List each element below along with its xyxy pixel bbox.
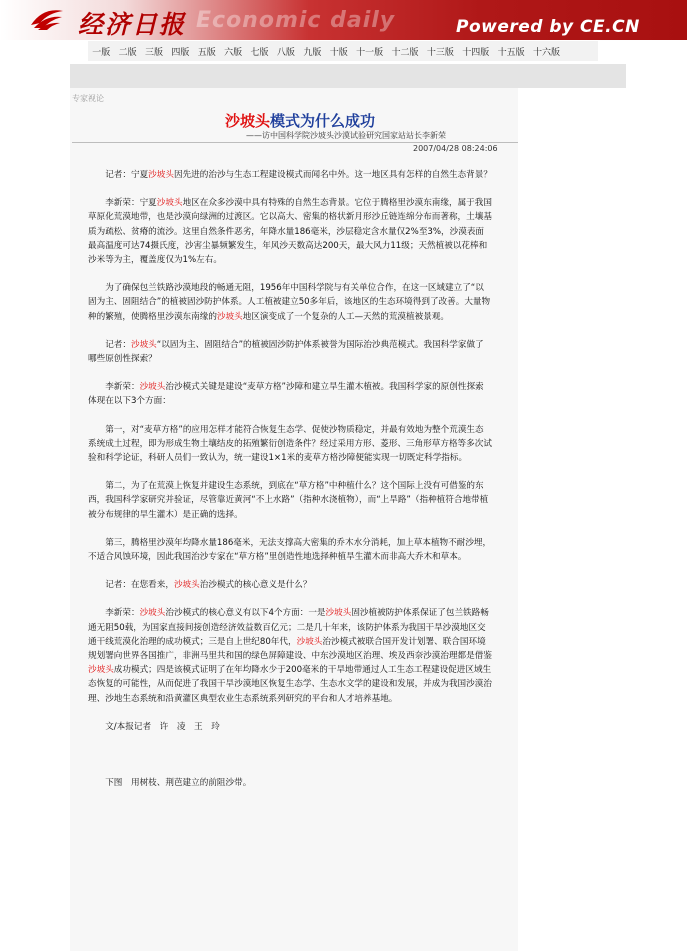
edition-tab-14[interactable]: 十四版 xyxy=(462,47,490,58)
paragraph-text: 治沙模式关键是建设“麦草方格”沙障和建立旱生灌木植被。我国科学家的原创性探索体现在以下3个方面： xyxy=(88,382,484,407)
edition-tab-13[interactable]: 十三版 xyxy=(426,47,454,58)
paragraph-text: 治沙模式的核心意义是什么？ xyxy=(199,580,312,591)
paragraph-text: 第三，腾格里沙漠年均降水量186毫米，无法支撑高大密集的乔木水分消耗，加上草本植物不耐沙埋，不适合风蚀环境，因此我国治沙专家在“草方格”里创造性地选择种植旱生灌木而非高大乔木和草本。 xyxy=(88,537,492,563)
paragraph-spacer xyxy=(88,706,492,720)
edition-tab-8[interactable]: 八版 xyxy=(276,47,295,58)
edition-tab-bar xyxy=(88,41,598,61)
toolbar-strip xyxy=(70,64,626,88)
paragraph-text: 第一，对“麦草方格”的应用怎样才能符合恢复生态学、促使沙物质稳定，并最有效地为整个荒漠生态系统成土过程，即为形成生物土壤结皮的拓殖繁衍创造条件？经过采用方形、菱形、三角形草方格等多次试验和科学论证，科研人员们一致认为，统一建设1×1米的麦草方格沙障便能实现一切既定科学指标。 xyxy=(88,424,492,464)
paragraph-text: 李新荣：宁夏 xyxy=(105,198,157,209)
edition-tab-6[interactable]: 六版 xyxy=(224,47,243,58)
photo-caption: 下图 用树枝、荆芭建立的前阻沙带。 xyxy=(105,778,252,789)
paragraph-text: 固沙植被防护体系保证了包兰铁路畅通无阻50载，为国家直接间接创造经济效益数百亿元；二是几十年来，该防护体系为我国干旱沙漠地区交通干线荒漠化治理的成功模式；三是自上世纪80年代， xyxy=(88,608,489,647)
paragraph-text: 地区演变成了一个复杂的人工—天然的荒漠植被景观。 xyxy=(242,311,449,322)
highlighted-keyword: 沙坡头 xyxy=(88,665,114,676)
article-paragraph xyxy=(88,338,492,366)
edition-tab-7[interactable]: 七版 xyxy=(250,47,269,58)
article-paragraph xyxy=(88,536,492,564)
edition-tab-10[interactable]: 十版 xyxy=(329,47,348,58)
article-paragraph xyxy=(88,423,492,466)
article-title xyxy=(0,110,600,131)
article-date: 2007/04/28 08:24:06 xyxy=(413,144,498,153)
article-paragraph xyxy=(88,606,492,705)
paragraph-text: 因先进的治沙与生态工程建设模式而闻名中外。这一地区具有怎样的自然生态背景？ xyxy=(173,170,492,180)
edition-tab-2[interactable]: 二版 xyxy=(118,47,137,58)
paragraph-text: “以固为主、固阻结合”的植被固沙防护体系被誉为国际治沙典范模式。我国科学家做了哪些原创性探索？ xyxy=(88,339,484,365)
paragraph-text: 治沙模式的核心意义有以下4个方面：一是 xyxy=(165,608,326,619)
paragraph-text: 李新荣： xyxy=(105,382,140,393)
paragraph-spacer xyxy=(88,564,492,578)
paragraph-spacer xyxy=(88,734,492,776)
paragraph-spacer xyxy=(88,522,492,536)
article-paragraph xyxy=(88,196,492,267)
newspaper-logo-icon[interactable] xyxy=(28,5,66,31)
highlighted-keyword: 沙坡头 xyxy=(148,170,174,180)
title-keyword: 沙坡头 xyxy=(224,112,270,130)
paragraph-text: 地区在众多沙漠中具有特殊的自然生态背景。它位于腾格里沙漠东南缘，属于我国草原化荒漠地带，也是沙漠向绿洲的过渡区。它以高大、密集的格状新月形沙丘链连绵分布而著称，土壤基质为疏松、贫瘠的流沙。这里自然条件恶劣，年降水量186毫米，沙层稳定含水量仅2%至3%，沙漠表面最高温度可达74摄氏度，沙害尘暴频繁发生，年风沙天数高达200天，最大风力11级；天然植被以花棒和沙米等为主，覆盖度仅为1%左右。 xyxy=(88,198,492,266)
section-label: 专家视论 xyxy=(72,94,104,103)
paragraph-text: 第二，为了在荒漠上恢复并建设生态系统，到底在“草方格”中种植什么？这个国际上没有可借鉴的东西，我国科学家研究并验证，尽管靠近黄河“不上水路”（指种水浇植物），而“上旱路”（指种植符合地带植被分布规律的旱生灌木）是正确的选择。 xyxy=(88,481,489,520)
paragraph-spacer xyxy=(88,324,492,338)
highlighted-keyword: 沙坡头 xyxy=(173,580,200,591)
edition-tab-9[interactable]: 九版 xyxy=(303,47,322,58)
paragraph-spacer xyxy=(88,182,492,196)
highlighted-keyword: 沙坡头 xyxy=(325,608,352,619)
paragraph-spacer xyxy=(88,267,492,281)
article-body xyxy=(88,168,492,790)
edition-tab-3[interactable]: 三版 xyxy=(144,47,163,58)
edition-tab-4[interactable]: 四版 xyxy=(171,47,190,58)
article-byline: 文/本报记者 许 凌 王 玲 xyxy=(105,721,220,732)
edition-tab-16[interactable]: 十六版 xyxy=(533,47,561,58)
paragraph-spacer xyxy=(88,592,492,606)
paragraph-spacer xyxy=(88,409,492,423)
paragraph-text: 李新荣： xyxy=(105,608,140,619)
article-paragraph xyxy=(88,479,492,522)
highlighted-keyword: 沙坡头 xyxy=(296,636,323,647)
article-paragraph xyxy=(88,168,492,182)
article-subtitle: ——访中国科学院沙坡头沙漠试验研究国家站站长李新荣 xyxy=(246,131,446,140)
edition-tab-11[interactable]: 十一版 xyxy=(356,47,384,58)
powered-by-label: Powered by CE.CN xyxy=(456,17,640,37)
paragraph-text: 记者： xyxy=(105,339,131,350)
highlighted-keyword: 沙坡头 xyxy=(130,339,157,350)
paragraph-text: 成功模式；四是该模式证明了在年均降水少于200毫米的干旱地带通过人工生态工程建设促进区域生态恢复的可能性，从而促进了我国干旱沙漠地区恢复生态学、生态水文学的建设和发展，并成为我国沙漠治理、沙地生态系统和沿黄灌区典型农业生态系统系列研究的平台和人才培养基地。 xyxy=(88,665,492,704)
article-paragraph xyxy=(88,380,492,408)
highlighted-keyword: 沙坡头 xyxy=(216,311,243,322)
paragraph-text: 记者：宁夏 xyxy=(105,170,149,180)
paragraph-text: 治沙模式被联合国开发计划署、联合国环境规划署向世界各国推广，非洲马里共和国的绿色屏障建设、中东沙漠地区治理、埃及西奈沙漠治理都是借鉴 xyxy=(88,636,492,662)
paragraph-text: 为了确保包兰铁路沙漠地段的畅通无阻，1956年中国科学院与有关单位合作，在这一区域建立了“以固为主、固阻结合”的植被固沙防护体系。人工植被建立50多年后，该地区的生态环境得到了改善。大量物种的繁殖，使腾格里沙漠东南缘的 xyxy=(88,283,491,322)
article-paragraph xyxy=(88,578,492,592)
logo-english-name: Economic daily xyxy=(196,8,396,33)
paragraph-spacer xyxy=(88,366,492,380)
edition-tab-5[interactable]: 五版 xyxy=(197,47,216,58)
title-divider xyxy=(72,142,518,143)
edition-tab-1[interactable]: 一版 xyxy=(92,47,111,58)
highlighted-keyword: 沙坡头 xyxy=(139,382,166,393)
highlighted-keyword: 沙坡头 xyxy=(156,198,183,209)
logo-chinese-name[interactable]: 经济日报 xyxy=(78,10,187,39)
edition-tab-15[interactable]: 十五版 xyxy=(497,47,525,58)
paragraph-spacer xyxy=(88,465,492,479)
highlighted-keyword: 沙坡头 xyxy=(139,608,166,619)
article-paragraph xyxy=(88,281,492,324)
paragraph-text: 记者：在您看来， xyxy=(105,580,174,591)
edition-tab-12[interactable]: 十二版 xyxy=(391,47,419,58)
title-rest: 模式为什么成功 xyxy=(270,112,376,130)
